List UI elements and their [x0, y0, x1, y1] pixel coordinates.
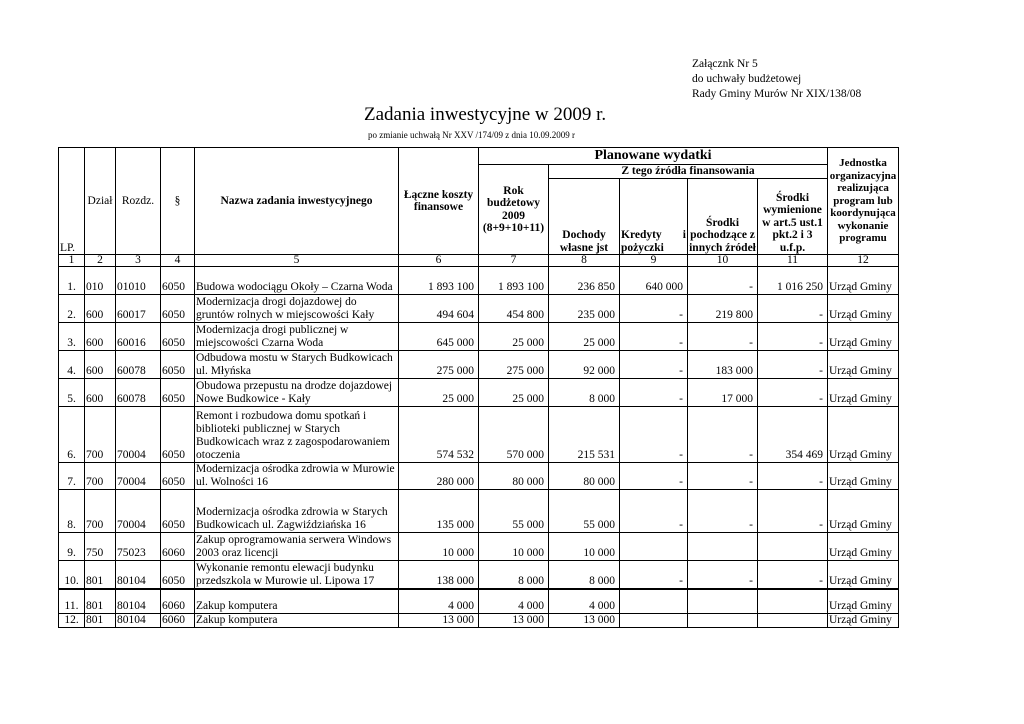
row-total-cost: 13 000 — [399, 614, 479, 628]
row-unit: Urząd Gminy — [828, 407, 899, 463]
col-number: 8 — [549, 255, 620, 267]
row-total-cost: 138 000 — [399, 561, 479, 589]
row-lp: 9. — [59, 533, 85, 561]
row-rozdz: 80104 — [116, 614, 161, 628]
row-paragraph: 6050 — [161, 351, 195, 379]
row-unit: Urząd Gminy — [828, 351, 899, 379]
row-lp: 12. — [59, 614, 85, 628]
table-row — [59, 533, 899, 561]
row-paragraph: 6050 — [161, 295, 195, 323]
row-total-cost: 1 893 100 — [399, 267, 479, 295]
row-task-name: Budowa wodociągu Okoły – Czarna Woda — [195, 267, 399, 295]
row-rozdz: 70004 — [116, 490, 161, 533]
row-own-income: 80 000 — [549, 463, 620, 490]
row-unit: Urząd Gminy — [828, 295, 899, 323]
header-credits: Kredyty i pożyczki — [620, 179, 688, 255]
row-budget-year: 454 800 — [479, 295, 549, 323]
table-row — [59, 267, 899, 295]
row-credit: 640 000 — [620, 267, 688, 295]
row-unit: Urząd Gminy — [828, 490, 899, 533]
row-paragraph: 6050 — [161, 407, 195, 463]
investment-table — [58, 147, 899, 628]
col-number: 4 — [161, 255, 195, 267]
row-task-name: Modernizacja ośrodka zdrowia w Murowie ul. Wolności 16 — [195, 463, 399, 490]
row-paragraph: 6050 — [161, 379, 195, 407]
row-rozdz: 60078 — [116, 351, 161, 379]
row-paragraph: 6060 — [161, 614, 195, 628]
row-paragraph: 6050 — [161, 267, 195, 295]
row-paragraph: 6050 — [161, 561, 195, 589]
row-lp: 11. — [59, 589, 85, 614]
row-total-cost: 574 532 — [399, 407, 479, 463]
row-credit: - — [620, 490, 688, 533]
row-credit: - — [620, 379, 688, 407]
row-credit — [620, 589, 688, 614]
row-lp: 8. — [59, 490, 85, 533]
row-paragraph: 6060 — [161, 589, 195, 614]
row-own-income: 10 000 — [549, 533, 620, 561]
annex-line-1: Załącznk Nr 5 — [692, 58, 758, 70]
row-task-name: Modernizacja drogi publicznej w miejscowości Czarna Woda — [195, 323, 399, 351]
row-budget-year: 1 893 100 — [479, 267, 549, 295]
row-dzial: 801 — [85, 614, 116, 628]
col-number: 9 — [620, 255, 688, 267]
row-budget-year: 80 000 — [479, 463, 549, 490]
row-art5-funds: - — [758, 561, 828, 589]
row-unit: Urząd Gminy — [828, 267, 899, 295]
row-task-name: Wykonanie remontu elewacji budynku przedszkola w Murowie ul. Lipowa 17 — [195, 561, 399, 589]
row-credit — [620, 614, 688, 628]
table-row — [59, 407, 899, 463]
document-title: Zadania inwestycyjne w 2009 r. — [364, 104, 607, 125]
row-credit: - — [620, 463, 688, 490]
table-row — [59, 561, 899, 589]
row-art5-funds: - — [758, 323, 828, 351]
header-rozdz: Rozdz. — [116, 148, 161, 255]
row-task-name: Modernizacja drogi dojazdowej do gruntów rolnych w miejscowości Kały — [195, 295, 399, 323]
header-unit: Jednostka organizacyjna realizująca program lub koordynująca wykonanie programu — [828, 148, 899, 255]
row-total-cost: 4 000 — [399, 589, 479, 614]
row-total-cost: 10 000 — [399, 533, 479, 561]
document-subtitle: po zmianie uchwałą Nr XXV /174/09 z dnia 10.09.2009 r — [368, 130, 576, 140]
col-number: 5 — [195, 255, 399, 267]
row-rozdz: 75023 — [116, 533, 161, 561]
row-lp: 4. — [59, 351, 85, 379]
row-other-sources: - — [688, 323, 758, 351]
row-own-income: 55 000 — [549, 490, 620, 533]
row-rozdz: 80104 — [116, 561, 161, 589]
row-own-income: 92 000 — [549, 351, 620, 379]
col-number: 12 — [828, 255, 899, 267]
row-budget-year: 25 000 — [479, 323, 549, 351]
row-lp: 1. — [59, 267, 85, 295]
row-art5-funds — [758, 614, 828, 628]
row-dzial: 010 — [85, 267, 116, 295]
header-budget-year: Rok budżetowy 2009 (8+9+10+11) — [479, 165, 549, 255]
table-row — [59, 351, 899, 379]
row-other-sources: - — [688, 490, 758, 533]
row-rozdz: 60017 — [116, 295, 161, 323]
col-number: 10 — [688, 255, 758, 267]
row-other-sources: 219 800 — [688, 295, 758, 323]
row-lp: 2. — [59, 295, 85, 323]
row-own-income: 8 000 — [549, 561, 620, 589]
header-other-sources: Środki pochodzące z innych źródeł — [688, 179, 758, 255]
row-budget-year: 8 000 — [479, 561, 549, 589]
row-art5-funds: - — [758, 463, 828, 490]
row-unit: Urząd Gminy — [828, 323, 899, 351]
table-row — [59, 589, 899, 614]
row-lp: 3. — [59, 323, 85, 351]
row-unit: Urząd Gminy — [828, 463, 899, 490]
row-paragraph: 6060 — [161, 533, 195, 561]
row-dzial: 700 — [85, 463, 116, 490]
row-dzial: 600 — [85, 323, 116, 351]
row-budget-year: 570 000 — [479, 407, 549, 463]
row-own-income: 235 000 — [549, 295, 620, 323]
col-number: 7 — [479, 255, 549, 267]
row-art5-funds — [758, 533, 828, 561]
row-total-cost: 645 000 — [399, 323, 479, 351]
table-body — [59, 267, 899, 628]
table-row — [59, 379, 899, 407]
row-task-name: Modernizacja ośrodka zdrowia w Starych Budkowicach ul. Zagwiździańska 16 — [195, 490, 399, 533]
table-row — [59, 323, 899, 351]
header-planned-expenses: Planowane wydatki — [479, 148, 828, 165]
row-art5-funds: - — [758, 490, 828, 533]
row-total-cost: 135 000 — [399, 490, 479, 533]
row-dzial: 801 — [85, 561, 116, 589]
row-budget-year: 25 000 — [479, 379, 549, 407]
header-art5-funds: Środki wymienione w art.5 ust.1 pkt.2 i 3 u.f.p. — [758, 179, 828, 255]
row-own-income: 13 000 — [549, 614, 620, 628]
row-other-sources: - — [688, 463, 758, 490]
row-art5-funds: - — [758, 295, 828, 323]
col-number: 3 — [116, 255, 161, 267]
row-task-name: Zakup oprogramowania serwera Windows 2003 oraz licencji — [195, 533, 399, 561]
row-budget-year: 4 000 — [479, 589, 549, 614]
header-funding-sources: Z tego źródła finansowania — [549, 165, 828, 179]
row-dzial: 750 — [85, 533, 116, 561]
row-credit: - — [620, 351, 688, 379]
table-row — [59, 295, 899, 323]
row-rozdz: 01010 — [116, 267, 161, 295]
row-budget-year: 10 000 — [479, 533, 549, 561]
column-numbers-row — [59, 255, 899, 267]
col-number: 6 — [399, 255, 479, 267]
row-dzial: 600 — [85, 351, 116, 379]
row-credit: - — [620, 323, 688, 351]
row-dzial: 600 — [85, 295, 116, 323]
col-number: 11 — [758, 255, 828, 267]
header-lp: LP. — [59, 148, 85, 255]
header-task-name: Nazwa zadania inwestycyjnego — [195, 148, 399, 255]
row-other-sources — [688, 614, 758, 628]
col-number: 2 — [85, 255, 116, 267]
row-total-cost: 280 000 — [399, 463, 479, 490]
row-own-income: 4 000 — [549, 589, 620, 614]
row-budget-year: 13 000 — [479, 614, 549, 628]
row-other-sources: - — [688, 561, 758, 589]
row-task-name: Odbudowa mostu w Starych Budkowicach ul. Młyńska — [195, 351, 399, 379]
row-own-income: 236 850 — [549, 267, 620, 295]
row-other-sources: - — [688, 407, 758, 463]
row-total-cost: 25 000 — [399, 379, 479, 407]
row-paragraph: 6050 — [161, 490, 195, 533]
row-unit: Urząd Gminy — [828, 533, 899, 561]
row-other-sources: 17 000 — [688, 379, 758, 407]
row-lp: 7. — [59, 463, 85, 490]
header-dzial: Dział — [85, 148, 116, 255]
row-other-sources: - — [688, 267, 758, 295]
header-paragraph: § — [161, 148, 195, 255]
table-row — [59, 463, 899, 490]
annex-line-2: do uchwały budżetowej — [692, 73, 802, 85]
row-dzial: 600 — [85, 379, 116, 407]
row-rozdz: 60016 — [116, 323, 161, 351]
row-task-name: Remont i rozbudowa domu spotkań i biblioteki publicznej w Starych Budkowicach wraz z zagospodarowaniem otoczenia — [195, 407, 399, 463]
annex-note — [692, 57, 861, 102]
row-dzial: 801 — [85, 589, 116, 614]
row-dzial: 700 — [85, 407, 116, 463]
row-credit: - — [620, 295, 688, 323]
row-lp: 6. — [59, 407, 85, 463]
table-row — [59, 490, 899, 533]
row-budget-year: 55 000 — [479, 490, 549, 533]
row-art5-funds: 354 469 — [758, 407, 828, 463]
row-rozdz: 60078 — [116, 379, 161, 407]
row-own-income: 25 000 — [549, 323, 620, 351]
row-unit: Urząd Gminy — [828, 561, 899, 589]
row-lp: 10. — [59, 561, 85, 589]
row-rozdz: 80104 — [116, 589, 161, 614]
row-art5-funds — [758, 589, 828, 614]
row-credit: - — [620, 407, 688, 463]
row-unit: Urząd Gminy — [828, 379, 899, 407]
row-rozdz: 70004 — [116, 407, 161, 463]
row-unit: Urząd Gminy — [828, 589, 899, 614]
row-credit — [620, 533, 688, 561]
row-own-income: 215 531 — [549, 407, 620, 463]
row-paragraph: 6050 — [161, 463, 195, 490]
row-total-cost: 494 604 — [399, 295, 479, 323]
row-other-sources — [688, 589, 758, 614]
row-task-name: Zakup komputera — [195, 614, 399, 628]
row-other-sources: 183 000 — [688, 351, 758, 379]
row-other-sources — [688, 533, 758, 561]
row-task-name: Obudowa przepustu na drodze dojazdowej Nowe Budkowice - Kały — [195, 379, 399, 407]
table-header — [59, 148, 899, 267]
row-lp: 5. — [59, 379, 85, 407]
header-own-income: Dochody własne jst — [549, 179, 620, 255]
row-rozdz: 70004 — [116, 463, 161, 490]
row-total-cost: 275 000 — [399, 351, 479, 379]
annex-line-3: Rady Gminy Murów Nr XIX/138/08 — [692, 88, 862, 100]
row-unit: Urząd Gminy — [828, 614, 899, 628]
row-budget-year: 275 000 — [479, 351, 549, 379]
row-task-name: Zakup komputera — [195, 589, 399, 614]
row-art5-funds: - — [758, 351, 828, 379]
table-row — [59, 614, 899, 628]
row-credit: - — [620, 561, 688, 589]
row-art5-funds: 1 016 250 — [758, 267, 828, 295]
row-paragraph: 6050 — [161, 323, 195, 351]
row-own-income: 8 000 — [549, 379, 620, 407]
row-art5-funds: - — [758, 379, 828, 407]
col-number: 1 — [59, 255, 85, 267]
row-dzial: 700 — [85, 490, 116, 533]
header-total-cost: Łączne koszty finansowe — [399, 148, 479, 255]
